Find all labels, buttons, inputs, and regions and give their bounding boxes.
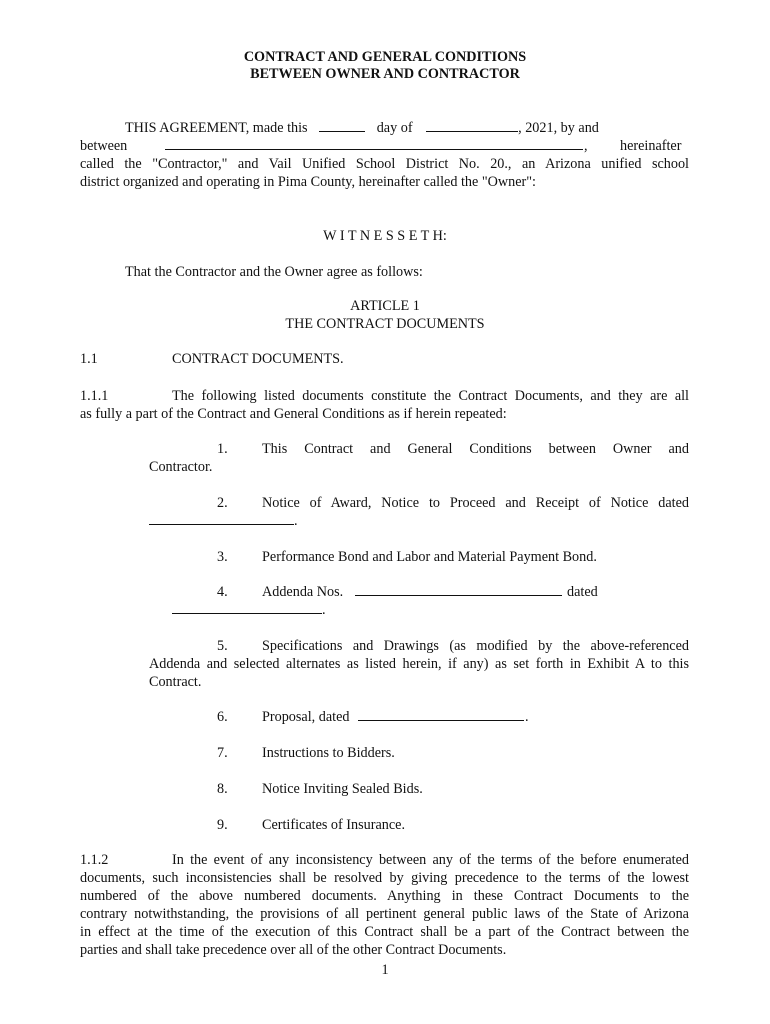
- item-6-number: 6.: [217, 709, 228, 725]
- section-1-1-2-line6: parties and shall take precedence over all of the other Contract Documents.: [80, 942, 507, 958]
- item-9-text: Certificates of Insurance.: [262, 817, 405, 833]
- section-1-1-number: 1.1: [80, 351, 98, 367]
- section-1-1-1-line2: as fully a part of the Contract and General Conditions as if herein repeated:: [80, 406, 507, 422]
- agree-as-follows: That the Contractor and the Owner agree as follows:: [125, 264, 423, 280]
- item-1-line1: [262, 440, 689, 458]
- item-5-line2: [149, 655, 689, 673]
- section-1-1-2-line5-text: in effect at the time of the execution of this Contract shall be a part of the Contract between the: [80, 924, 689, 940]
- section-1-1-1-line1: [172, 387, 689, 405]
- item-3-number: 3.: [217, 549, 228, 565]
- item-4-period: .: [322, 602, 326, 618]
- item-8-number: 8.: [217, 781, 228, 797]
- agreement-line4: district organized and operating in Pima County, hereinafter called the "Owner":: [80, 174, 536, 190]
- month-blank[interactable]: [426, 119, 518, 132]
- section-1-1-2-line1-text: In the event of any inconsistency between any of the terms of the before enumerated: [172, 852, 689, 868]
- section-1-1-2-line1: [172, 851, 689, 869]
- agreement-hereinafter: hereinafter: [620, 138, 682, 154]
- item-1-number: 1.: [217, 441, 228, 457]
- item-2-number: 2.: [217, 495, 228, 511]
- section-1-1-2-line2-text: documents, such inconsistencies shall be resolved by giving precedence to the terms of the lowest: [80, 870, 689, 886]
- section-1-1-2-line4-text: contrary notwithstanding, the provisions of all pertinent general public laws of the State of Arizona: [80, 906, 689, 922]
- witnesseth-heading: W I T N E S S E T H:: [323, 228, 447, 244]
- article-heading: ARTICLE 1: [350, 298, 420, 314]
- item-9-number: 9.: [217, 817, 228, 833]
- item-5-number: 5.: [217, 638, 228, 654]
- section-1-1-2-line3-text: numbered of the above numbered documents. Anything in these Contract Documents to the: [80, 888, 689, 904]
- section-1-1-1-number: 1.1.1: [80, 388, 109, 404]
- item-4-dated-label: dated: [567, 584, 598, 600]
- agreement-comma: ,: [584, 138, 588, 154]
- section-1-1-2-line5: [80, 923, 689, 941]
- page-number: 1: [381, 962, 389, 978]
- item-1-line2: Contractor.: [149, 459, 213, 475]
- agreement-line2: [80, 137, 127, 155]
- item-4-addenda-label: Addenda Nos.: [262, 584, 344, 600]
- item-5-line1: [262, 637, 689, 655]
- agreement-between: between: [80, 138, 128, 154]
- section-1-1-2-line4: [80, 905, 689, 923]
- addenda-date-blank[interactable]: [172, 601, 322, 614]
- item-5-line3: Contract.: [149, 674, 202, 690]
- item-7-number: 7.: [217, 745, 228, 761]
- day-blank[interactable]: [319, 119, 365, 132]
- item-6-label: Proposal, dated: [262, 709, 350, 725]
- item-4-number: 4.: [217, 584, 228, 600]
- item-2-period: .: [294, 513, 298, 529]
- section-1-1-title: CONTRACT DOCUMENTS.: [172, 351, 344, 367]
- item-1-line1-text: This Contract and General Conditions between Owner and: [262, 441, 689, 457]
- document-title-line1: CONTRACT AND GENERAL CONDITIONS: [243, 49, 527, 65]
- section-1-1-1-line1-text: The following listed documents constitute the Contract Documents, and they are all: [172, 388, 689, 404]
- agreement-day-of: day of: [376, 120, 413, 136]
- proposal-date-blank[interactable]: [358, 708, 524, 721]
- item-2-line1-text: Notice of Award, Notice to Proceed and Receipt of Notice dated: [262, 495, 689, 511]
- item-8-text: Notice Inviting Sealed Bids.: [262, 781, 423, 797]
- agreement-line3-text: called the "Contractor," and Vail Unified School District No. 20., an Arizona unified school: [80, 156, 689, 172]
- item-2-line1: [262, 494, 689, 512]
- item-7-text: Instructions to Bidders.: [262, 745, 395, 761]
- agreement-made-this: THIS AGREEMENT, made this: [125, 120, 308, 136]
- item-5-line2-text: Addenda and selected alternates as listed herein, if any) as set forth in Exhibit A to this: [149, 656, 689, 672]
- addenda-numbers-blank[interactable]: [355, 583, 562, 596]
- section-1-1-2-line3: [80, 887, 689, 905]
- section-1-1-2-line2: [80, 869, 689, 887]
- agreement-line1: [125, 119, 599, 137]
- item-6-period: .: [525, 709, 529, 725]
- item-5-line1-text: Specifications and Drawings (as modified by the above-referenced: [262, 638, 689, 654]
- agreement-year: , 2021, by and: [518, 120, 599, 136]
- item-3-text: Performance Bond and Labor and Material Payment Bond.: [262, 549, 597, 565]
- document-title-line2: BETWEEN OWNER AND CONTRACTOR: [250, 66, 520, 82]
- agreement-line3: [80, 155, 689, 173]
- article-subheading: THE CONTRACT DOCUMENTS: [285, 316, 485, 332]
- notice-date-blank[interactable]: [149, 512, 294, 525]
- section-1-1-2-number: 1.1.2: [80, 852, 109, 868]
- contractor-name-blank[interactable]: [165, 137, 583, 150]
